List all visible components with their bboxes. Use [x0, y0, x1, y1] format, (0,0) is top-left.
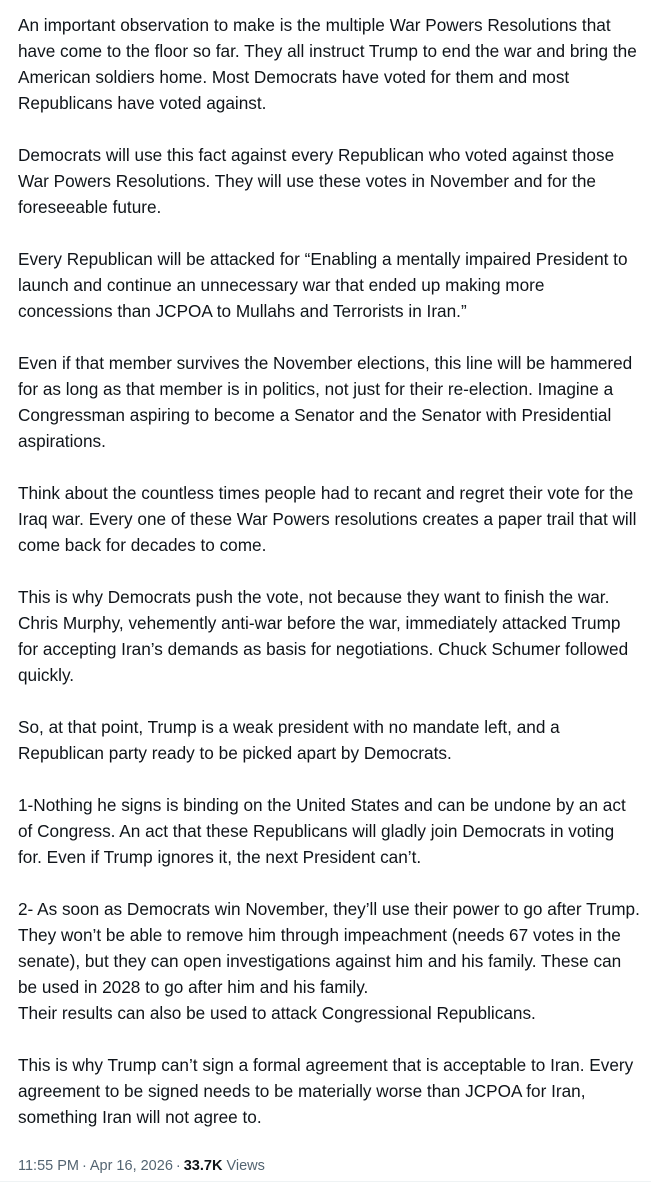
post-paragraph: Even if that member survives the November elections, this line will be hammered for as long as that member is in politics, not just for their re-election. Imagine a Congressman aspiring to become a Senator and the Senator with Presidential aspirations.: [18, 353, 638, 451]
post-paragraph: Think about the countless times people had to recant and regret their vote for the Iraq war. Every one of these War Powers resolutions creates a paper trail that will come back for decades to come.: [18, 483, 642, 555]
post: [18, 12, 640, 1130]
views-link[interactable]: [184, 1158, 265, 1174]
post-metadata: [18, 1156, 265, 1176]
post-paragraph: Every Republican will be attacked for “Enabling a mentally impaired President to launch and continue an unnecessary war that ended up making more concessions than JCPOA to Mullahs and Terrorists in Iran.”: [18, 249, 633, 321]
post-paragraph: An important observation to make is the multiple War Powers Resolutions that have come to the floor so far. They all instruct Trump to end the war and bring the American soldiers home. Most Democrats have voted for them and most Republicans have voted against.: [18, 15, 641, 113]
meta-separator: ·: [82, 1158, 87, 1174]
post-paragraph: This is why Democrats push the vote, not because they want to finish the war. Chris Murphy, vehemently anti-war before the war, immediately attacked Trump for accepting Iran’s demands as basis for negotiations. Chuck Schumer followed quickly.: [18, 587, 633, 685]
post-text: [18, 12, 640, 1130]
post-paragraph: Democrats will use this fact against every Republican who voted against those War Powers Resolutions. They will use these votes in November and for the foreseeable future.: [18, 145, 619, 217]
post-timestamp-link[interactable]: [18, 1158, 173, 1174]
post-time: 11:55 PM: [18, 1158, 79, 1174]
post-paragraph: 2- As soon as Democrats win November, they’ll use their power to go after Trump. They won’t be able to remove him through impeachment (needs 67 votes in the senate), but they can open investigations against him and his family. These can be used in 2028 to go after him and his family. Their results can also be used to attack Congressional Republicans.: [18, 899, 640, 1023]
post-paragraph: 1-Nothing he signs is binding on the United States and can be undone by an act of Congress. An act that these Republicans will gladly join Democrats in voting for. Even if Trump ignores it, the next President can’t.: [18, 795, 631, 867]
views-count: 33.7K: [183, 1158, 223, 1174]
post-paragraph: So, at that point, Trump is a weak president with no mandate left, and a Republican party ready to be picked apart by Democrats.: [18, 717, 565, 763]
views-label: Views: [226, 1158, 265, 1174]
meta-separator: ·: [175, 1158, 181, 1174]
post-paragraph: This is why Trump can’t sign a formal agreement that is acceptable to Iran. Every agreement to be signed needs to be materially worse than JCPOA for Iran, something Iran will not agree to.: [18, 1055, 638, 1127]
post-date: Apr 16, 2026: [89, 1158, 173, 1174]
